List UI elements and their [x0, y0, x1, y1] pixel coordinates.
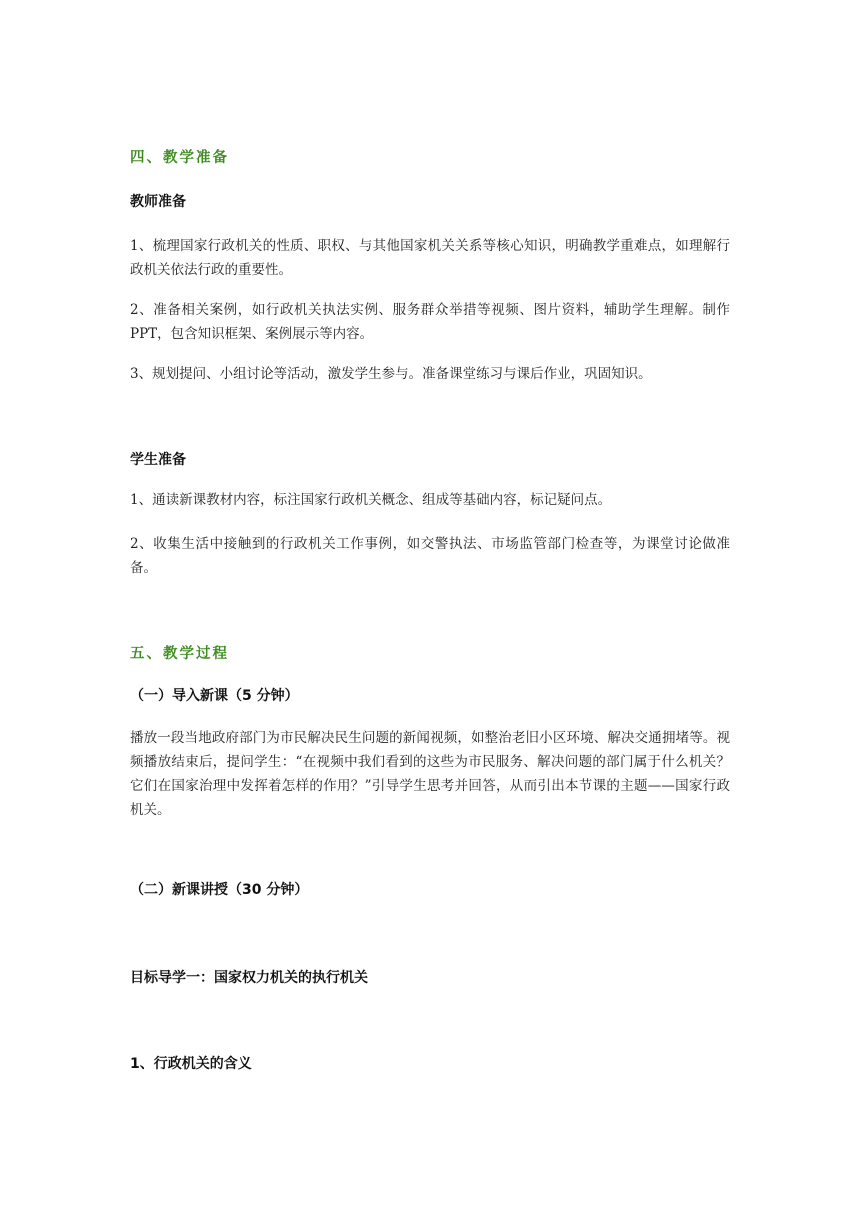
subheading-student-preparation: 学生准备 [130, 452, 186, 468]
subheading-teacher-preparation: 教师准备 [130, 194, 186, 210]
intro-paragraph: 播放一段当地政府部门为市民解决民生问题的新闻视频，如整治老旧小区环境、解决交通拥堵等。视频播放结束后，提问学生：“在视频中我们看到的这些为市民服务、解决问题的部门属于什么机关？它们在国家治理中发挥着怎样的作用？”引导学生思考并回答，从而引出本节课的主题——国家行政机关。 [130, 730, 730, 818]
subheading-goal-1: 目标导学一：国家权力机关的执行机关 [130, 970, 368, 986]
section-heading-teaching-process: 五、教学过程 [130, 646, 229, 662]
subheading-intro-lesson: （一）导入新课（5 分钟） [130, 688, 299, 704]
teacher-item-2: 2、准备相关案例，如行政机关执法实例、服务群众举措等视频、图片资料，辅助学生理解。制作 PPT，包含知识框架、案例展示等内容。 [130, 302, 730, 342]
teacher-item-3: 3、规划提问、小组讨论等活动，激发学生参与。准备课堂练习与课后作业，巩固知识。 [130, 366, 652, 382]
subheading-new-lesson: （二）新课讲授（30 分钟） [130, 882, 309, 898]
teacher-item-1: 1、梳理国家行政机关的性质、职权、与其他国家机关关系等核心知识，明确教学重难点，如理解行政机关依法行政的重要性。 [130, 238, 730, 278]
student-item-1: 1、通读新课教材内容，标注国家行政机关概念、组成等基础内容，标记疑问点。 [130, 492, 612, 508]
section-heading-teaching-preparation: 四、教学准备 [130, 150, 229, 166]
subheading-meaning-of-administrative-organs: 1、行政机关的含义 [130, 1056, 252, 1072]
student-item-2: 2、收集生活中接触到的行政机关工作事例，如交警执法、市场监管部门检查等，为课堂讨论做准备。 [130, 536, 730, 576]
